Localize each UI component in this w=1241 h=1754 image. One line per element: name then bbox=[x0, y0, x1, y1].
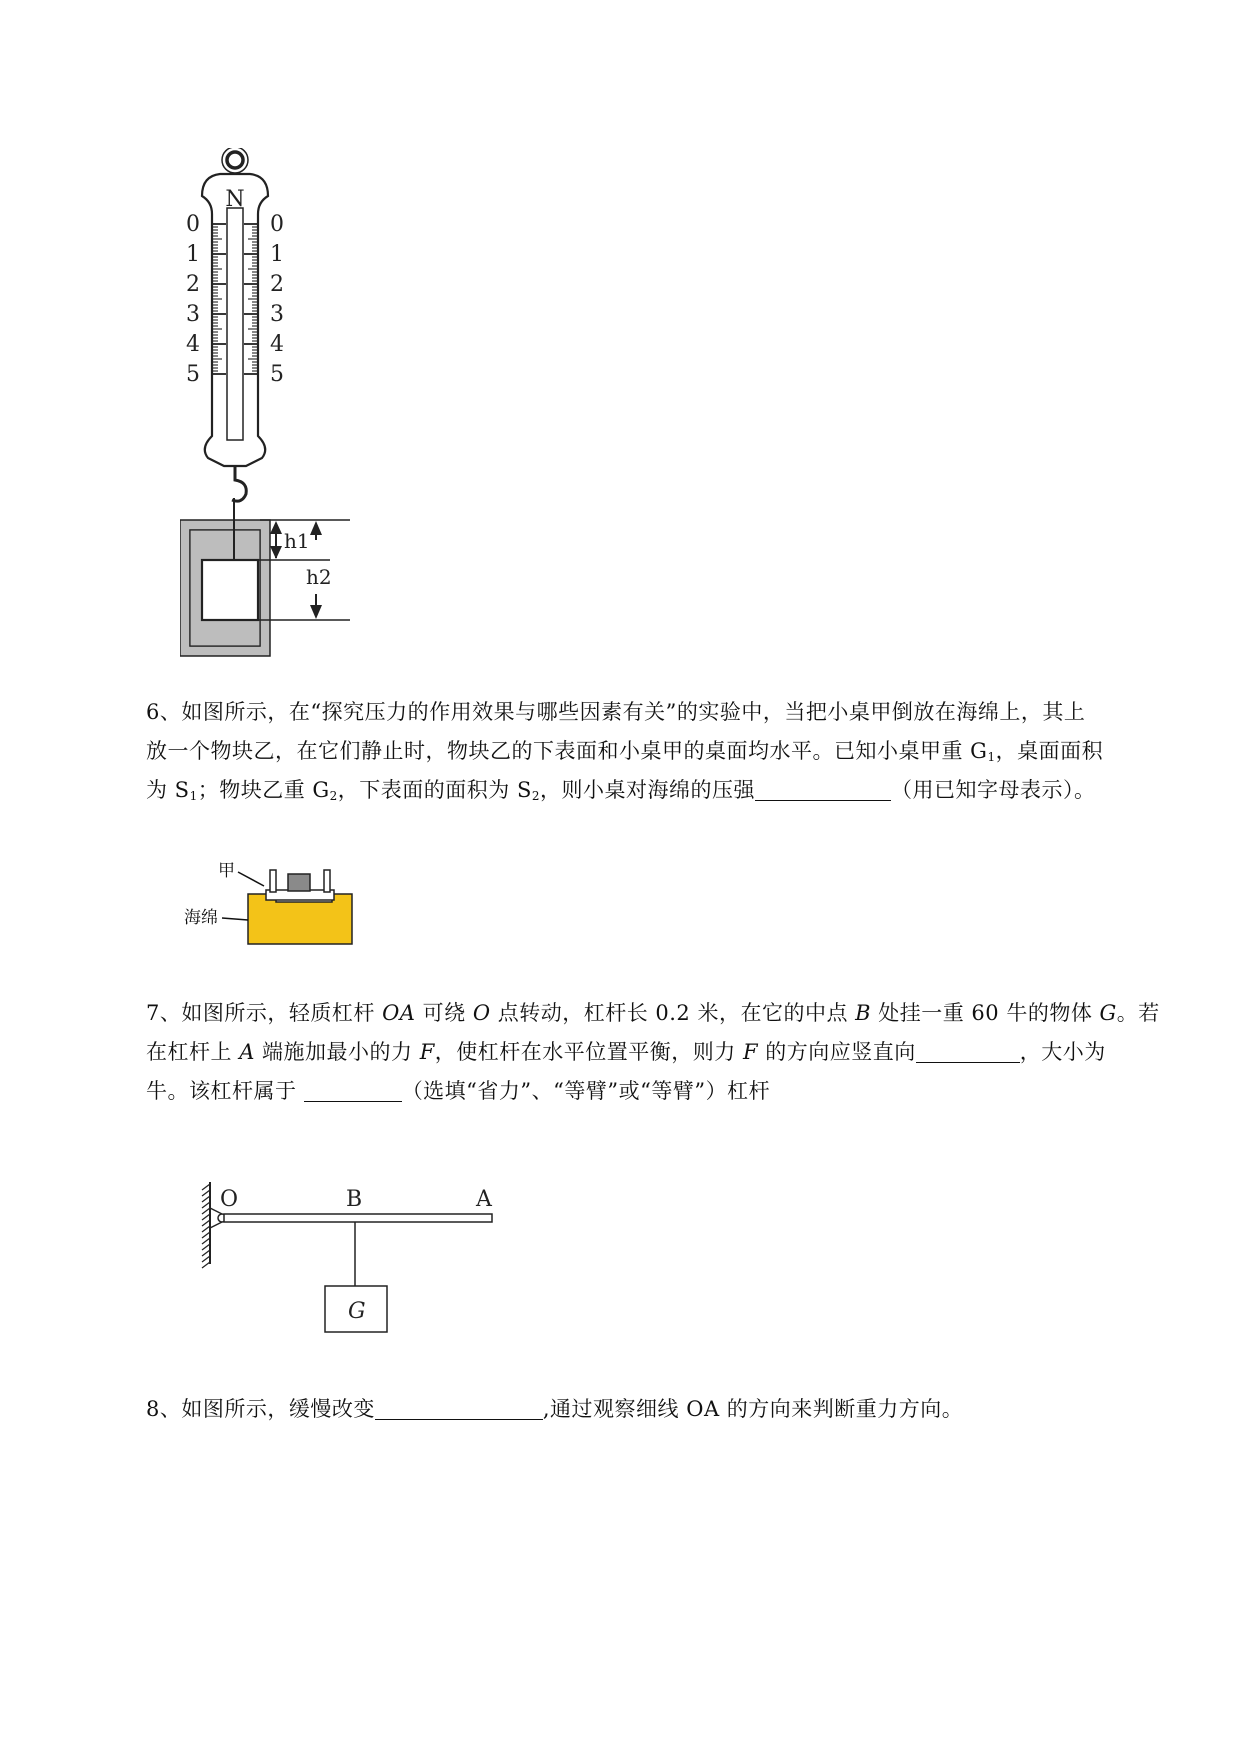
wall-hatch bbox=[202, 1256, 210, 1262]
q7-text: （选填“省力”、“等臂”或“等臂”）杠杆 bbox=[401, 1079, 771, 1103]
table-label: 甲 bbox=[218, 861, 235, 881]
wall-hatch bbox=[202, 1184, 210, 1190]
wall-hatch bbox=[202, 1262, 210, 1268]
sponge-label: 海绵 bbox=[184, 908, 218, 928]
spring-scale-figure bbox=[180, 148, 380, 658]
q7-text: 的方向应竖直向 bbox=[758, 1040, 916, 1064]
wall-hatch bbox=[202, 1238, 210, 1244]
scale-number-left-4: 4 bbox=[186, 332, 200, 357]
q7-text: 可绕 bbox=[415, 1001, 473, 1025]
hanging-ring bbox=[227, 152, 243, 168]
q7-a: A bbox=[239, 1040, 255, 1064]
scale-number-left-1: 1 bbox=[186, 242, 200, 267]
wall-hatch bbox=[202, 1226, 210, 1232]
q6-sub: 1 bbox=[189, 789, 198, 803]
wall-hatch bbox=[202, 1190, 210, 1196]
q7-oa: OA bbox=[382, 1001, 416, 1025]
scale-number-right-4: 4 bbox=[270, 332, 284, 357]
q6-line2-end: ，桌面面积 bbox=[995, 739, 1104, 763]
scale-number-left-5: 5 bbox=[186, 362, 200, 387]
q7-text: 。若 bbox=[1116, 1001, 1160, 1025]
scale-number-right-3: 3 bbox=[270, 302, 284, 327]
q6-line3-d: ，则小桌对海绵的压强 bbox=[540, 778, 755, 802]
wall-hatch bbox=[202, 1232, 210, 1238]
q6-answer-blank[interactable] bbox=[755, 778, 891, 801]
h1-label: h1 bbox=[284, 529, 310, 553]
q7-direction-blank[interactable] bbox=[916, 1040, 1020, 1063]
q7-text: 端施加最小的力 bbox=[254, 1040, 420, 1064]
lever-figure bbox=[200, 1178, 500, 1340]
q7-text: ，使杠杆在水平位置平衡，则力 bbox=[434, 1040, 743, 1064]
scale-number-left-0: 0 bbox=[186, 212, 200, 237]
wall-hatch bbox=[202, 1208, 210, 1214]
question-6 bbox=[146, 693, 1146, 810]
immersed-block bbox=[202, 560, 258, 620]
q6-line2-text: 放一个物块乙，在它们静止时，物块乙的下表面和小桌甲的桌面均水平。已知小桌甲重 G bbox=[146, 739, 988, 763]
q6-sub: 1 bbox=[987, 750, 996, 764]
q7-text: ，大小为 bbox=[1019, 1040, 1106, 1064]
weight-label: G bbox=[348, 1299, 366, 1324]
q7-type-blank[interactable] bbox=[304, 1079, 402, 1102]
q7-text: 在杠杆上 bbox=[146, 1040, 240, 1064]
wall-hatch bbox=[202, 1196, 210, 1202]
unit-label: N bbox=[225, 187, 245, 212]
scale-number-right-0: 0 bbox=[270, 212, 284, 237]
q7-b: B bbox=[855, 1001, 872, 1025]
q7-f: F bbox=[742, 1040, 759, 1064]
q6-sub: 2 bbox=[329, 789, 338, 803]
wall-hatch bbox=[202, 1250, 210, 1256]
lever-rod bbox=[224, 1214, 492, 1222]
q7-text: 处挂一重 60 牛的物体 bbox=[871, 1001, 1100, 1025]
scale-hook bbox=[232, 466, 246, 501]
wall-hatch bbox=[202, 1202, 210, 1208]
q6-number: 6、 bbox=[146, 700, 182, 724]
q8-answer-blank[interactable] bbox=[375, 1397, 543, 1420]
block-yi bbox=[288, 874, 310, 891]
q8-text-b: ,通过观察细线 OA 的方向来判断重力方向。 bbox=[542, 1397, 964, 1421]
wall-hatch bbox=[202, 1244, 210, 1250]
q6-line3-a: 为 S bbox=[146, 778, 190, 802]
q6-sub: 2 bbox=[531, 789, 540, 803]
q8-text-a: 如图所示，缓慢改变 bbox=[181, 1397, 375, 1421]
question-7 bbox=[146, 994, 1160, 1111]
scale-number-left-3: 3 bbox=[186, 302, 200, 327]
wall-hatch bbox=[202, 1220, 210, 1226]
q7-text: 点转动，杠杆长 0.2 米，在它的中点 bbox=[490, 1001, 856, 1025]
q6-line3-b: ；物块乙重 G bbox=[197, 778, 330, 802]
q6-line3-e: （用已知字母表示）。 bbox=[891, 778, 1096, 802]
sponge-figure bbox=[180, 858, 360, 948]
q6-line1: 如图所示，在“探究压力的作用效果与哪些因素有关”的实验中，当把小桌甲倒放在海绵上，其上 bbox=[181, 700, 1086, 724]
label-a: A bbox=[476, 1187, 492, 1212]
scale-number-right-2: 2 bbox=[270, 272, 284, 297]
label-b: B bbox=[346, 1187, 363, 1212]
scale-number-right-1: 1 bbox=[270, 242, 284, 267]
question-8 bbox=[146, 1390, 1146, 1429]
sponge bbox=[248, 894, 352, 944]
q7-o: O bbox=[472, 1001, 491, 1025]
scale-number-right-5: 5 bbox=[270, 362, 284, 387]
q6-line3-c: ，下表面的面积为 S bbox=[337, 778, 532, 802]
q7-text: 牛。该杠杆属于 bbox=[146, 1079, 304, 1103]
q7-g: G bbox=[1099, 1001, 1117, 1025]
q7-f: F bbox=[419, 1040, 435, 1064]
wall-hatch bbox=[202, 1214, 210, 1220]
q7-number: 7、 bbox=[146, 1001, 182, 1025]
q8-number: 8、 bbox=[146, 1397, 182, 1421]
q7-text: 如图所示，轻质杠杆 bbox=[181, 1001, 383, 1025]
label-o: O bbox=[220, 1187, 239, 1212]
scale-number-left-2: 2 bbox=[186, 272, 200, 297]
h2-label: h2 bbox=[306, 565, 332, 589]
